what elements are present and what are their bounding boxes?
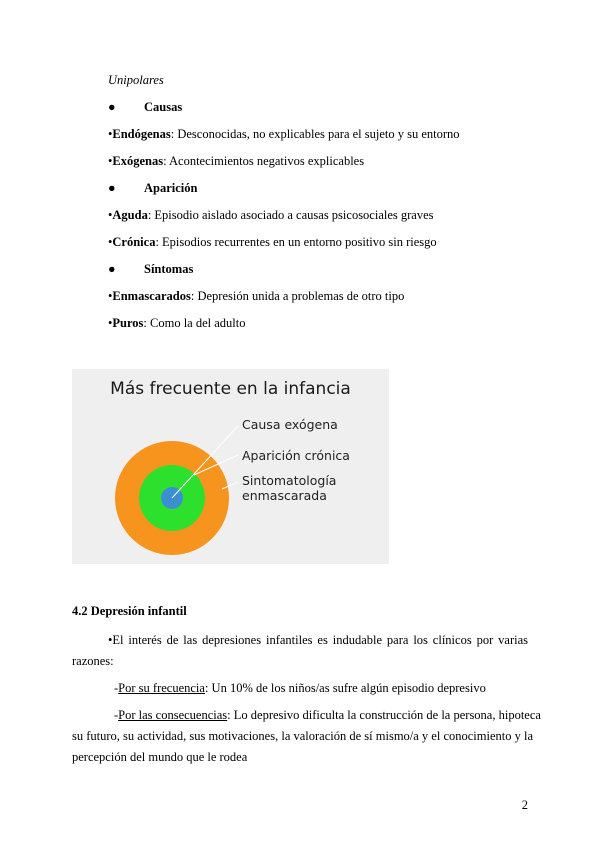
section-title: Causas [144,100,183,114]
list-item [108,235,437,250]
dash: - [114,708,119,722]
bullet-icon: • [108,289,113,303]
label-sintomatologia: Sintomatología [242,473,337,488]
bullet-icon: • [108,208,113,222]
figure-title: Más frecuente en la infancia [110,379,351,399]
item-term: Endógenas [112,127,171,141]
item-term: Puros [112,316,144,330]
bullet-icon: ● [108,262,116,276]
list-item [108,154,364,169]
list-item [108,127,460,142]
reason-text: : Lo depresivo dificulta la construcción de la persona, hipoteca [227,708,541,722]
reason-consequences-line-2: su futuro, su actividad, sus motivaciones, la valoración de sí mismo/a y el conocimiento y la [72,729,534,743]
item-term: Aguda [112,208,148,222]
item-text: : Desconocidas, no explicables para el sujeto y su entorno [170,127,460,141]
intro-line-1: •El interés de las depresiones infantiles es indudable para los clínicos por varias [108,633,528,647]
reason-label: Por las consecuencias [118,708,228,722]
section-42-title: 4.2 Depresión infantil [72,604,187,618]
item-term: Crónica [112,235,156,249]
section-sintomas [108,262,193,277]
reason-consequences-line-3: percepción del mundo que le rodea [72,750,248,764]
item-text: : Depresión unida a problemas de otro tipo [190,289,405,303]
item-text: : Episodios recurrentes en un entorno positivo sin riesgo [155,235,437,249]
item-text: : Episodio aislado asociado a causas psicosociales graves [147,208,434,222]
item-text: : Como la del adulto [143,316,246,330]
section-title: Aparición [144,181,198,195]
reason-text: : Un 10% de los niños/as sufre algún episodio depresivo [204,681,486,695]
section-causas [108,100,182,115]
list-item [108,289,404,304]
item-term: Enmascarados [112,289,191,303]
page-number: 2 [521,798,528,812]
item-text: : Acontecimientos negativos explicables [163,154,365,168]
bullet-icon: • [108,316,113,330]
section-aparicion [108,181,197,196]
label-enmascarada: enmascarada [242,488,327,503]
infographic [72,369,389,564]
reason-frequency [114,681,486,696]
bullet-icon: • [108,127,113,141]
bullet-icon: • [108,154,113,168]
concentric-circles [72,369,389,564]
reason-consequences [114,708,541,723]
dash: - [114,681,119,695]
label-aparicion-cronica: Aparición crónica [242,448,350,463]
bullet-icon: • [108,235,113,249]
list-item [108,208,434,223]
reason-label: Por su frecuencia [118,681,205,695]
intro-line-2: razones: [72,654,114,668]
item-term: Exógenas [112,154,164,168]
label-causa-exogena: Causa exógena [242,417,338,432]
list-item [108,316,246,331]
bullet-icon: ● [108,181,116,195]
bullet-icon: ● [108,100,116,114]
section-title: Síntomas [144,262,194,276]
unipolares-heading: Unipolares [108,73,164,87]
